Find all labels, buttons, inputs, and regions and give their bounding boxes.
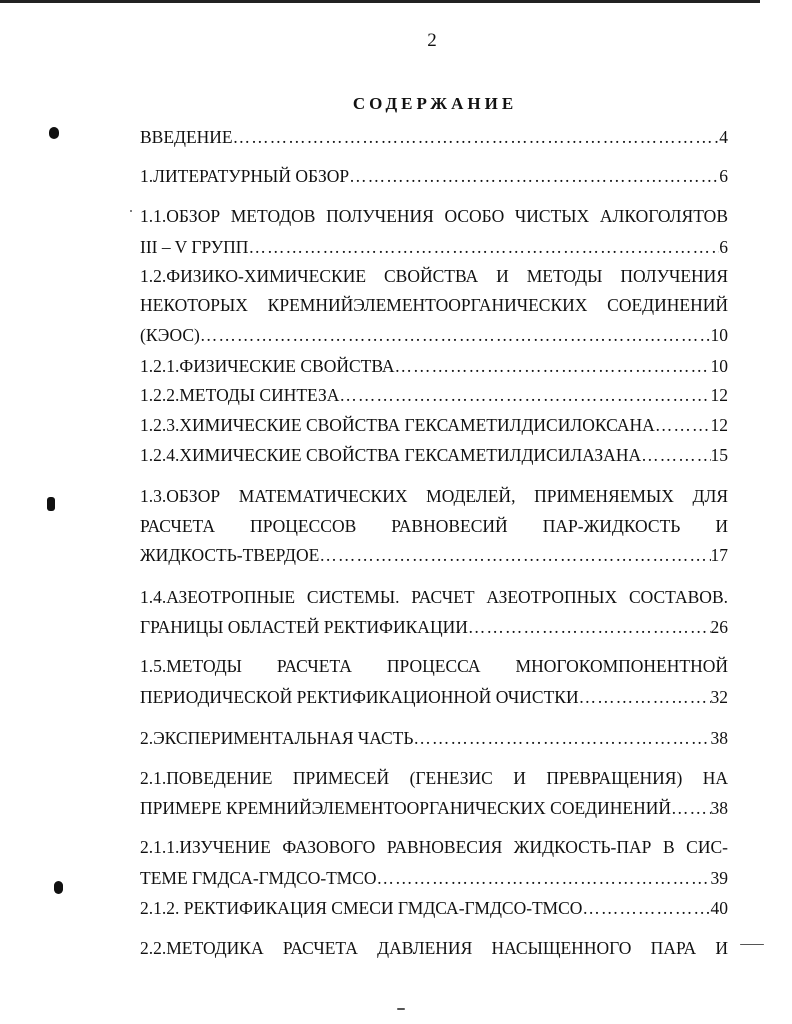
toc-dot-leader [248, 235, 719, 259]
toc-dot-leader [395, 354, 711, 378]
toc-entry-line [140, 354, 728, 378]
toc-entry-title: ПРИМЕРЕ КРЕМНИЙЭЛЕМЕНТООРГАНИЧЕСКИХ СОЕДИНЕНИЙ [140, 798, 671, 818]
toc-entry-title: 1.2.1.ФИЗИЧЕСКИЕ СВОЙСТВА [140, 356, 395, 376]
toc-entry-line: 1.1.ОБЗОР МЕТОДОВ ПОЛУЧЕНИЯ ОСОБО ЧИСТЫХ АЛКОГОЛЯТОВ [140, 206, 728, 226]
page-number: 2 [427, 30, 437, 51]
toc-page-number: 38 [710, 798, 728, 818]
page-top-border [0, 0, 760, 3]
scan-speck [130, 210, 132, 212]
toc-entry-title: 1.2.2.МЕТОДЫ СИНТЕЗА [140, 385, 340, 405]
toc-entry-title: 1.2.4.ХИМИЧЕСКИЕ СВОЙСТВА ГЕКСАМЕТИЛДИСИЛАЗАНА [140, 445, 642, 465]
punch-hole-mark [54, 881, 63, 894]
toc-dot-leader [377, 866, 711, 890]
page-title: СОДЕРЖАНИЕ [352, 94, 518, 113]
toc-entry-line: 1.4.АЗЕОТРОПНЫЕ СИСТЕМЫ. РАСЧЕТ АЗЕОТРОПНЫХ СОСТАВОВ. [140, 587, 728, 607]
toc-page-number: 40 [710, 898, 728, 918]
toc-page-number: 12 [710, 415, 728, 435]
scan-speck [397, 1008, 405, 1010]
toc-dot-leader [349, 164, 719, 188]
toc-entry-title: 2.ЭКСПЕРИМЕНТАЛЬНАЯ ЧАСТЬ [140, 728, 414, 748]
toc-dot-leader [339, 383, 710, 407]
toc-entry-title: ПЕРИОДИЧЕСКОЙ РЕКТИФИКАЦИОННОЙ ОЧИСТКИ [140, 687, 579, 707]
toc-entry-line [140, 323, 728, 347]
toc-dot-leader [655, 413, 711, 437]
toc-dot-leader [319, 543, 710, 567]
toc-entry-title: 2.1.2. РЕКТИФИКАЦИЯ СМЕСИ ГМДСА-ГМДСО-ТМСО [140, 898, 583, 918]
toc-entry-title: ТЕМЕ ГМДСА-ГМДСО-ТМСО [140, 868, 377, 888]
toc-entry-title: ВВЕДЕНИЕ [140, 127, 233, 147]
toc-dot-leader [413, 726, 710, 750]
toc-dot-leader [579, 685, 711, 709]
toc-entry-title: ГРАНИЦЫ ОБЛАСТЕЙ РЕКТИФИКАЦИИ [140, 617, 468, 637]
toc-entry-line: 2.2.МЕТОДИКА РАСЧЕТА ДАВЛЕНИЯ НАСЫЩЕННОГО ПАРА И [140, 938, 728, 958]
toc-entry-line [140, 125, 728, 149]
toc-dot-leader [200, 323, 711, 347]
toc-entry-line: РАСЧЕТА ПРОЦЕССОВ РАВНОВЕСИЙ ПАР-ЖИДКОСТЬ И [140, 516, 728, 536]
toc-page-number: 38 [710, 728, 728, 748]
toc-dot-leader [671, 796, 711, 820]
toc-entry-line: 2.1.1.ИЗУЧЕНИЕ ФАЗОВОГО РАВНОВЕСИЯ ЖИДКОСТЬ-ПАР В СИС- [140, 837, 728, 857]
toc-page-number: 12 [710, 385, 728, 405]
toc-dot-leader [641, 443, 710, 467]
toc-page-number: 17 [710, 545, 728, 565]
toc-page-number: 4 [719, 127, 728, 147]
toc-page-number: 32 [710, 687, 728, 707]
toc-entry-line [140, 866, 728, 890]
toc-page-number: 15 [710, 445, 728, 465]
toc-entry-line [140, 896, 728, 920]
scan-speck [740, 944, 764, 945]
toc-entry-line: 1.5.МЕТОДЫ РАСЧЕТА ПРОЦЕССА МНОГОКОМПОНЕНТНОЙ [140, 656, 728, 676]
toc-entry-line [140, 543, 728, 567]
toc-dot-leader [468, 615, 711, 639]
toc-page-number: 6 [719, 166, 728, 186]
toc-page-number: 10 [710, 356, 728, 376]
toc-entry-line: НЕКОТОРЫХ КРЕМНИЙЭЛЕМЕНТООРГАНИЧЕСКИХ СОЕДИНЕНИЙ [140, 295, 728, 315]
toc-entry-line [140, 413, 728, 437]
toc-entry-line [140, 383, 728, 407]
toc-entry-line [140, 615, 728, 639]
toc-entry-title: III – V ГРУПП [140, 237, 249, 257]
punch-hole-mark [47, 497, 55, 511]
toc-dot-leader [582, 896, 710, 920]
toc-entry-line [140, 685, 728, 709]
toc-page-number: 39 [710, 868, 728, 888]
punch-hole-mark [49, 127, 59, 139]
toc-entry-line [140, 796, 728, 820]
toc-entry-line [140, 164, 728, 188]
toc-entry-line [140, 443, 728, 467]
toc-dot-leader [233, 125, 720, 149]
toc-entry-line [140, 726, 728, 750]
toc-entry-title: ЖИДКОСТЬ-ТВЕРДОЕ [140, 545, 320, 565]
toc-page-number: 26 [710, 617, 728, 637]
toc-entry-line: 2.1.ПОВЕДЕНИЕ ПРИМЕСЕЙ (ГЕНЕЗИС И ПРЕВРАЩЕНИЯ) НА [140, 768, 728, 788]
toc-entry-title: 1.2.3.ХИМИЧЕСКИЕ СВОЙСТВА ГЕКСАМЕТИЛДИСИЛОКСАНА [140, 415, 655, 435]
toc-entry-line: 1.3.ОБЗОР МАТЕМАТИЧЕСКИХ МОДЕЛЕЙ, ПРИМЕНЯЕМЫХ ДЛЯ [140, 486, 728, 506]
toc-entry-title: 1.ЛИТЕРАТУРНЫЙ ОБЗОР [140, 166, 350, 186]
toc-entry-line: 1.2.ФИЗИКО-ХИМИЧЕСКИЕ СВОЙСТВА И МЕТОДЫ ПОЛУЧЕНИЯ [140, 266, 728, 286]
toc-entry-title: (КЭОС) [140, 325, 200, 345]
toc-page-number: 6 [719, 237, 728, 257]
toc-entry-line [140, 235, 728, 259]
toc-page-number: 10 [710, 325, 728, 345]
